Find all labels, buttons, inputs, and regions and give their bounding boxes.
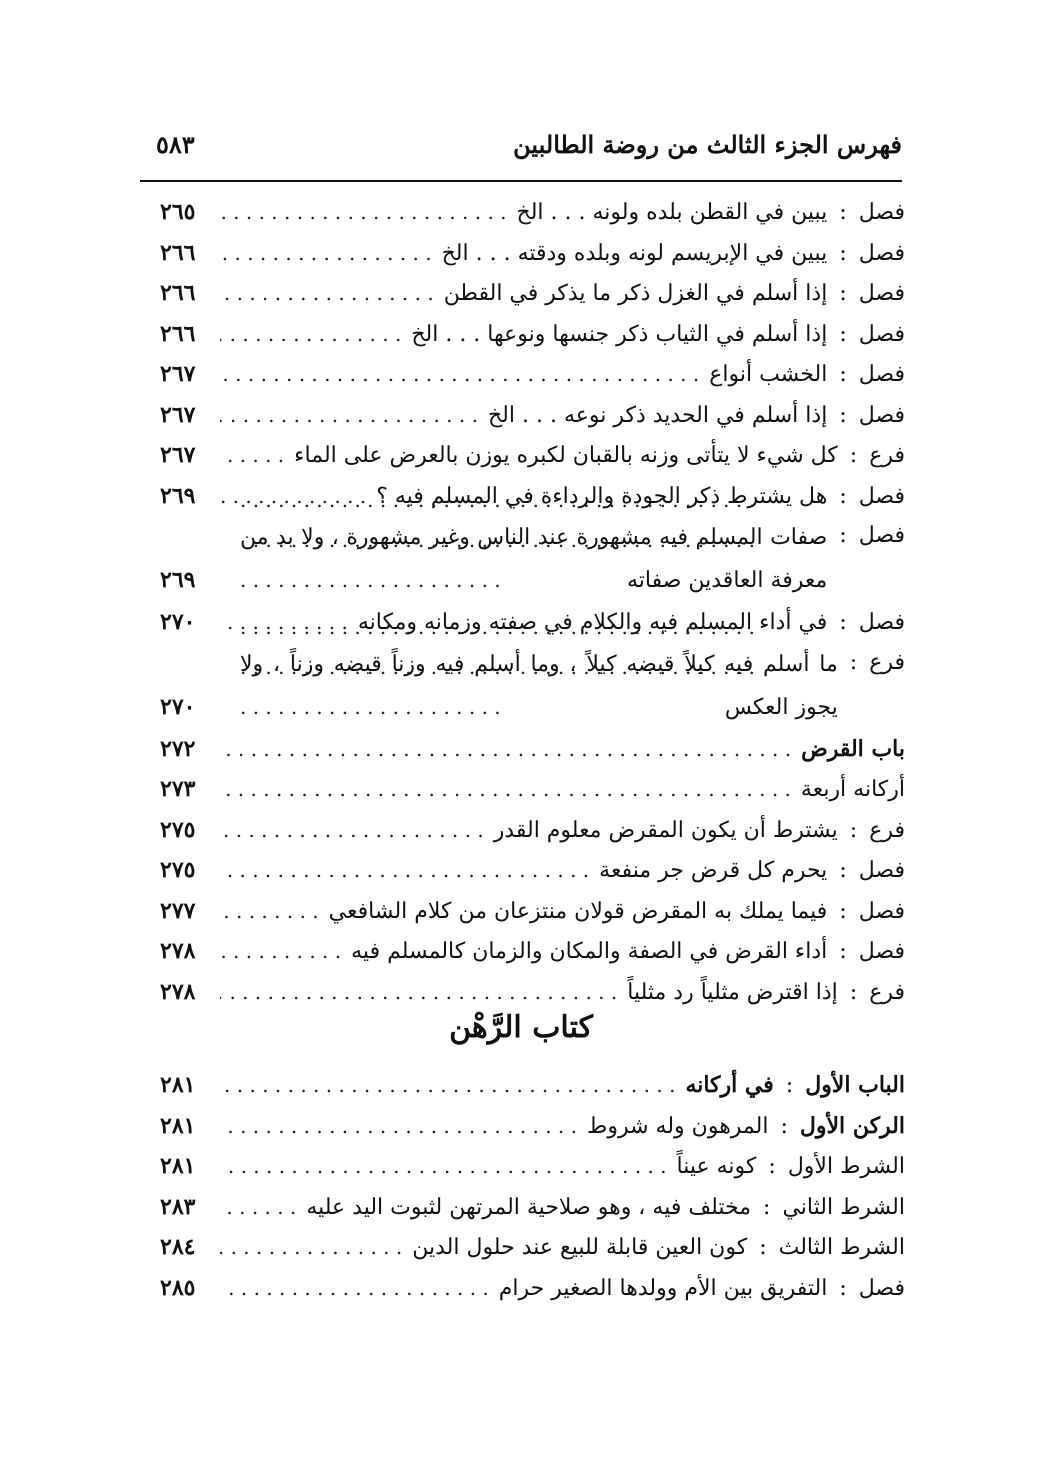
entry-text: الخشب أنواع [709, 362, 828, 387]
entry-page: ٢٧٠ [160, 609, 196, 635]
entry-page: ٢٧٥ [160, 816, 196, 843]
toc-entry: فصل : هل يشترط ذكر الجودة والرداءة في المسلم فيه ؟ . . . ٢٦٩ [160, 476, 905, 517]
entry-text: كل شيء لا يتأتى وزنه بالقبان لكبره يوزن بالعرض على الماء [294, 443, 838, 468]
entry-text: كونه عيناً [676, 1154, 757, 1179]
entry-label: فرع [869, 817, 905, 843]
leader-dots [220, 931, 351, 971]
entry-page: ٢٧٧ [160, 897, 196, 924]
leader-dots [220, 1106, 587, 1146]
leader-dots [220, 192, 517, 232]
header-rule [140, 180, 902, 182]
toc-entry: فصل : إذا أسلم في الغزل ذكر ما يذكر في القطن . . . ٢٦٦ [160, 273, 905, 314]
entry-page: ٢٦٧ [160, 361, 196, 387]
entry-label: فصل [858, 240, 905, 266]
entry-text: إذا أسلم في الثياب ذكر جنسها ونوعها . . . الخ [411, 321, 828, 347]
toc-entry: الشرط الأول : كونه عيناً . . . ٢٨١ [160, 1146, 905, 1187]
toc-entry: فصل : يبين في القطن بلده ولونه . . . الخ . . . ٢٦٥ [160, 192, 905, 233]
leader-dots [220, 1227, 412, 1267]
toc-entry: فرع : ما أسلم فيه كيلاً قبضه كيلاً ، وما أسلم فيه وزناً قبضه وزناً ، ولا يجوز العكس . . . ٢٧٠ [160, 643, 905, 729]
entry-page: ٢٦٦ [160, 320, 196, 347]
entry-text: كون العين قابلة للبيع عند حلول الدين [412, 1235, 748, 1260]
entry-text: في أداء المسلم فيه والكلام في صفته وزمانه ومكانه [357, 610, 828, 635]
toc-entry: فرع : يشترط أن يكون المقرض معلوم القدر . . . ٢٧٥ [160, 810, 905, 851]
toc-section-2 [160, 1065, 905, 1308]
toc-entry: فصل : إذا أسلم في الحديد ذكر نوعه . . . الخ . . . ٢٦٧ [160, 395, 905, 436]
entry-label: فصل [858, 1275, 905, 1301]
leader-dots [220, 1065, 685, 1105]
entry-label: الشرط الثاني [782, 1194, 905, 1220]
entry-text: في أركانه [685, 1072, 774, 1098]
toc-chapter-entry [160, 729, 905, 770]
page-number: ٥٨٣ [156, 130, 195, 159]
entry-text: مختلف فيه ، وهو صلاحية المرتهن لثبوت اليد عليه [306, 1194, 752, 1220]
entry-label: فرع [869, 443, 905, 468]
entry-page: ٢٦٩ [160, 567, 196, 593]
toc-entry [160, 769, 905, 810]
leader-dots [220, 395, 488, 435]
toc-entry: فصل : التفريق بين الأم وولدها الصغير حرام . . . ٢٨٥ [160, 1268, 905, 1309]
entry-page: ٢٨١ [160, 1072, 196, 1098]
entry-label: الشرط الثالث [778, 1235, 905, 1260]
page-header [140, 130, 902, 176]
entry-label: الباب الأول [805, 1072, 905, 1098]
toc-entry: فصل : في أداء المسلم فيه والكلام في صفته وزمانه ومكانه . . . ٢٧٠ [160, 602, 905, 643]
entry-text: فيما يملك به المقرض قولان منتزعان من كلام الشافعي [328, 898, 828, 924]
entry-page: ٢٨١ [160, 1112, 196, 1139]
entry-page: ٢٨٥ [160, 1274, 196, 1301]
entry-text: إذا اقترض مثلياً رد مثلياً [627, 979, 838, 1005]
entry-page: ٢٨٣ [160, 1193, 196, 1220]
entry-text: إذا أسلم في الحديد ذكر نوعه . . . الخ [487, 402, 828, 428]
section-heading: كتاب الرَّهْن [449, 1010, 593, 1045]
running-title: فهرس الجزء الثالث من روضة الطالبين [513, 130, 902, 159]
entry-text: هل يشترط ذكر الجودة والرداءة في المسلم فيه ؟ [376, 483, 828, 509]
entry-page: ٢٦٥ [160, 199, 196, 225]
entry-page: ٢٧٥ [160, 857, 196, 883]
entry-label: فرع [869, 649, 905, 675]
entry-label: فصل [858, 610, 905, 635]
entry-label: فصل [858, 523, 905, 548]
toc-entry: فصل : صفات المسلم فيه مشهورة عند الناس وغير مشهورة ، ولا بد من معرفة العاقدين صفاته . . . ٢٦٩ [160, 516, 905, 602]
leader-dots [220, 314, 411, 354]
entry-text: أداء القرض في الصفة والمكان والزمان كالمسلم فيه [351, 939, 828, 964]
leader-dots [220, 233, 442, 273]
leader-dots [220, 354, 709, 394]
entry-text: يشترط أن يكون المقرض معلوم القدر [493, 817, 838, 843]
toc-entry: الباب الأول : في أركانه . . . ٢٨١ [160, 1065, 905, 1106]
toc-entry: فرع : كل شيء لا يتأتى وزنه بالقبان لكبره يوزن بالعرض على الماء . . . ٢٦٧ [160, 435, 905, 476]
entry-page: ٢٧٠ [160, 693, 196, 720]
entry-text: التفريق بين الأم وولدها الصغير حرام [498, 1275, 828, 1301]
entry-label: الركن الأول [799, 1112, 905, 1139]
chapter-title: باب القرض [801, 735, 905, 762]
leader-dots [220, 810, 494, 850]
entry-text: أركانه أربعة [800, 777, 905, 802]
leader-dots [220, 972, 627, 1012]
entry-page: ٢٦٧ [160, 442, 196, 468]
leader-dots [220, 891, 329, 931]
entry-page: ٢٧٨ [160, 938, 196, 964]
leader-dots [220, 435, 294, 475]
entry-page: ٢٦٧ [160, 401, 196, 428]
entry-page: ٢٦٩ [160, 482, 196, 509]
entry-text: يحرم كل قرض جر منفعة [599, 858, 828, 883]
toc-entry: الشرط الثاني : مختلف فيه ، وهو صلاحية المرتهن لثبوت اليد عليه . . . ٢٨٣ [160, 1187, 905, 1228]
entry-text: يبين في الإبريسم لونه وبلده ودقته . . . الخ [441, 240, 828, 266]
entry-page: ٢٦٦ [160, 239, 196, 266]
leader-dots [220, 729, 801, 769]
leader-dots [220, 273, 444, 313]
entry-page: ٢٦٦ [160, 280, 196, 306]
entry-text: المرهون وله شروط [587, 1113, 769, 1139]
entry-text: ما أسلم فيه كيلاً قبضه كيلاً ، وما أسلم فيه وزناً قبضه وزناً ، ولا يجوز العكس [240, 651, 838, 720]
entry-label: فصل [858, 898, 905, 924]
entry-label: فصل [858, 858, 905, 883]
toc-entry: فصل : أداء القرض في الصفة والمكان والزمان كالمسلم فيه . . . ٢٧٨ [160, 931, 905, 972]
leader-dots [230, 480, 770, 600]
leader-dots [220, 1146, 677, 1186]
leader-dots [220, 1187, 306, 1227]
toc-section-1 [160, 192, 905, 1012]
entry-text: يبين في القطن بلده ولونه . . . الخ [516, 200, 828, 225]
entry-page: ٢٧٢ [160, 735, 196, 762]
entry-text: إذا أسلم في الغزل ذكر ما يذكر في القطن [443, 281, 828, 306]
entry-label: فصل [858, 483, 905, 509]
toc-entry: فصل : يبين في الإبريسم لونه وبلده ودقته . . . الخ . . . ٢٦٦ [160, 233, 905, 274]
entry-label: فصل [858, 402, 905, 428]
entry-page: ٢٨٤ [160, 1234, 196, 1260]
entry-label: فصل [858, 362, 905, 387]
leader-dots [220, 850, 599, 890]
entry-page: ٢٧٨ [160, 978, 196, 1005]
entry-label: فصل [858, 939, 905, 964]
entry-text: صفات المسلم فيه مشهورة عند الناس وغير مشهورة ، ولا بد من معرفة العاقدين صفاته [240, 525, 828, 593]
toc-entry: فصل : يحرم كل قرض جر منفعة . . . ٢٧٥ [160, 850, 905, 891]
entry-label: الشرط الأول [787, 1154, 905, 1179]
entry-page: ٢٧٣ [160, 776, 196, 802]
leader-dots [230, 607, 770, 727]
leader-dots [220, 769, 801, 809]
entry-label: فرع [869, 979, 905, 1005]
toc-entry: الشرط الثالث : كون العين قابلة للبيع عند حلول الدين . . . ٢٨٤ [160, 1227, 905, 1268]
toc-entry: فصل : إذا أسلم في الثياب ذكر جنسها ونوعها . . . الخ . . . ٢٦٦ [160, 314, 905, 355]
toc-entry: الركن الأول : المرهون وله شروط . . . ٢٨١ [160, 1106, 905, 1147]
leader-dots [220, 1268, 499, 1308]
toc-entry: فرع : إذا اقترض مثلياً رد مثلياً . . . ٢٧٨ [160, 972, 905, 1013]
entry-label: فصل [858, 321, 905, 347]
toc-entry: فصل : فيما يملك به المقرض قولان منتزعان من كلام الشافعي . . . ٢٧٧ [160, 891, 905, 932]
entry-page: ٢٨١ [160, 1153, 196, 1179]
entry-label: فصل [858, 281, 905, 306]
entry-label: فصل [858, 200, 905, 225]
toc-entry: فصل : الخشب أنواع . . . ٢٦٧ [160, 354, 905, 395]
